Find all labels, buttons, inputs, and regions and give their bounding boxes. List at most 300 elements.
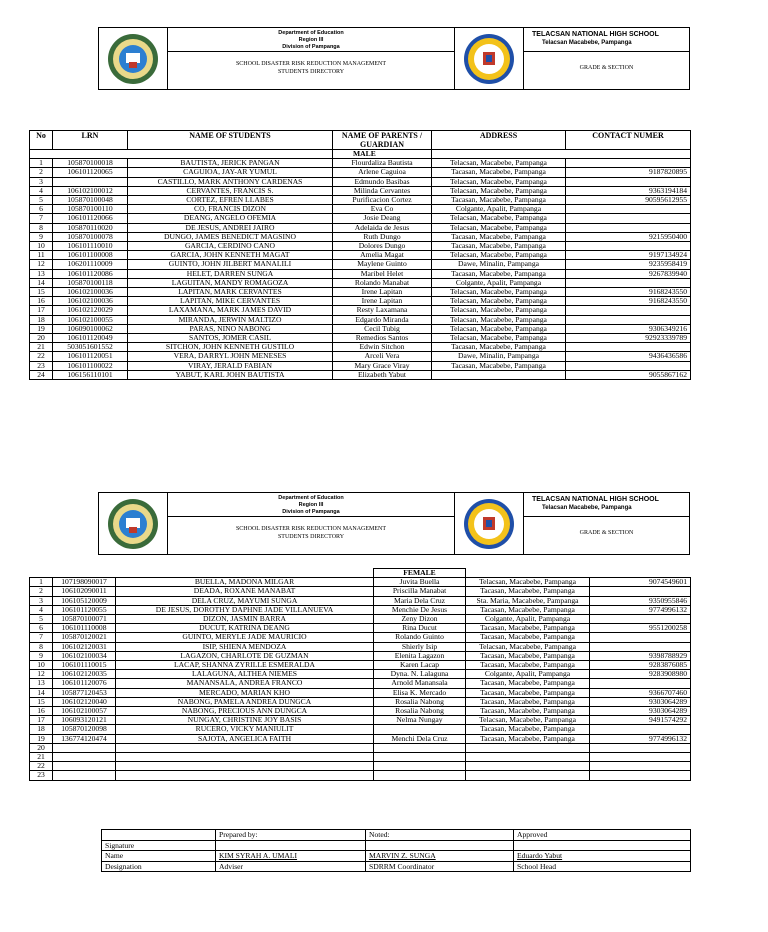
cell-parent: Rolando Manabat — [333, 278, 432, 287]
cell-contact — [590, 615, 691, 624]
school-logo-icon — [455, 493, 523, 554]
cell-address: Colgante, Apalit, Pampanga — [466, 615, 590, 624]
cell-student-name: GARCIA, JOHN KENNETH MAGAT — [128, 251, 333, 260]
female-student-row — [30, 651, 691, 660]
cell-address: Telacsan, Macabebe, Pampanga — [466, 716, 590, 725]
cell-no: 10 — [30, 242, 53, 251]
cell-contact — [566, 159, 691, 168]
cell-lrn: 106102100036 — [53, 288, 128, 297]
cell-student-name: PARAS, NINO NABONG — [128, 324, 333, 333]
cell-lrn: 106102120029 — [53, 306, 128, 315]
female-student-row — [30, 743, 691, 752]
cell-student-name: LALAGUNA, ALTHEA NIEMES — [116, 670, 374, 679]
cell-address: Tacasan, Macabebe, Pampanga — [466, 688, 590, 697]
cell-contact: 9774996132 — [590, 734, 691, 743]
cell-address: Tacasan, Macabebe, Pampanga — [466, 725, 590, 734]
cell-parent: Eva Co — [333, 205, 432, 214]
cell-address: Telacsan, Macabebe, Pampanga — [432, 334, 566, 343]
cell-address: Telacsan, Macabebe, Pampanga — [432, 159, 566, 168]
cell-address: Telacsan, Macabebe, Pampanga — [432, 214, 566, 223]
cell-no: 1 — [30, 578, 53, 587]
female-student-row — [30, 697, 691, 706]
cell-student-name — [116, 762, 374, 771]
cell-contact — [566, 223, 691, 232]
cell-student-name: LAXAMANA, MARK JAMES DAVID — [128, 306, 333, 315]
cell-student-name — [116, 771, 374, 780]
cell-no: 2 — [30, 168, 53, 177]
school-logo — [455, 28, 524, 89]
male-table — [29, 130, 691, 380]
sig-row-heading — [102, 830, 691, 841]
cell-no: 13 — [30, 269, 53, 278]
cell-student-name: NUNGAY, CHRISTINE JOY BASIS — [116, 716, 374, 725]
dept-line1: Department of Education — [278, 495, 344, 501]
cell-contact: 9283876085 — [590, 661, 691, 670]
cell-no: 20 — [30, 743, 53, 752]
cell-lrn — [53, 762, 116, 771]
cell-contact: 9197134924 — [566, 251, 691, 260]
cell-no: 12 — [30, 670, 53, 679]
cell-lrn: 106101110015 — [53, 661, 116, 670]
school-name: TELACSAN NATIONAL HIGH SCHOOL — [532, 31, 659, 38]
cell-parent: Menchi Dela Cruz — [374, 734, 466, 743]
cell-contact: 9283908980 — [590, 670, 691, 679]
cell-address: Telacsan, Macabebe, Pampanga — [432, 288, 566, 297]
cell-address: Telacsan, Macabebe, Pampanga — [432, 223, 566, 232]
male-student-row — [30, 288, 691, 297]
cell-student-name: DE JESUS, DOROTHY DAPHNE JADE VILLANUEVA — [116, 605, 374, 614]
cell-lrn: 106101110010 — [53, 242, 128, 251]
female-student-row — [30, 615, 691, 624]
cell-student-name: CAGUIOA, JAY-AR YUMUL — [128, 168, 333, 177]
cell-student-name: DELA CRUZ, MAYUMI SUNGA — [116, 596, 374, 605]
cell-lrn: 106102100012 — [53, 186, 128, 195]
male-label-row — [30, 150, 691, 159]
cell-no: 19 — [30, 734, 53, 743]
cell-student-name: CO, FRANCIS DIZON — [128, 205, 333, 214]
cell-student-name: LAGUITAN, MANDY ROMAGOZA — [128, 278, 333, 287]
cell-lrn: 105870100018 — [53, 159, 128, 168]
cell-no: 22 — [30, 352, 53, 361]
cell-student-name: DUCUT, KATRINA DEANG — [116, 624, 374, 633]
cell-lrn: 106102100034 — [53, 651, 116, 660]
female-table — [29, 568, 691, 781]
col-contact: CONTACT NUMER — [566, 131, 691, 150]
cell-contact — [590, 679, 691, 688]
cell-address: Telacsan, Macabebe, Pampanga — [432, 177, 566, 186]
female-student-row — [30, 688, 691, 697]
cell-parent: Elenita Lagazon — [374, 651, 466, 660]
female-student-row — [30, 716, 691, 725]
cell-contact — [590, 753, 691, 762]
male-student-row — [30, 232, 691, 241]
male-student-row — [30, 223, 691, 232]
header-middle — [168, 28, 455, 89]
cell-lrn: 106101110008 — [53, 624, 116, 633]
grade-section: GRADE & SECTION — [579, 65, 634, 71]
cell-student-name: LAPITAN, MARK CERVANTES — [128, 288, 333, 297]
noted-label: Noted: — [366, 830, 514, 841]
cell-lrn: 106093120121 — [53, 716, 116, 725]
cell-parent: Rosalia Nabong — [374, 707, 466, 716]
male-student-row — [30, 177, 691, 186]
cell-no: 24 — [30, 370, 53, 379]
male-student-row — [30, 315, 691, 324]
cell-parent: Edwin Sitchon — [333, 343, 432, 352]
cell-contact: 9551200258 — [590, 624, 691, 633]
approved-label: Approved — [514, 830, 691, 841]
cell-address: Tacasan, Macabebe, Pampanga — [432, 168, 566, 177]
approved-name: Eduardo Yabut — [514, 851, 691, 862]
school-name: TELACSAN NATIONAL HIGH SCHOOL — [532, 496, 659, 503]
cell-contact — [566, 343, 691, 352]
cell-student-name: MERCADO, MARIAN KHO — [116, 688, 374, 697]
deped-seal — [99, 28, 168, 89]
cell-address: Tacasan, Macabebe, Pampanga — [466, 651, 590, 660]
dept-line3: Division of Pampanga — [282, 509, 340, 515]
male-student-row — [30, 352, 691, 361]
cell-no: 11 — [30, 251, 53, 260]
male-header-row — [30, 131, 691, 150]
cell-no: 16 — [30, 707, 53, 716]
cell-contact: 9187820895 — [566, 168, 691, 177]
noted-name: MARVIN Z. SUNGA — [366, 851, 514, 862]
name-label: Name — [102, 851, 216, 862]
sig-row-name — [102, 851, 691, 862]
approved-designation: School Head — [514, 861, 691, 872]
cell-lrn: 106090100062 — [53, 324, 128, 333]
cell-parent: Edgardo Miranda — [333, 315, 432, 324]
header-bottom — [98, 492, 690, 555]
cell-lrn — [53, 177, 128, 186]
cell-student-name: GUINTO, MERYLE JADE MAURICIO — [116, 633, 374, 642]
cell-address: Tacasan, Macabebe, Pampanga — [466, 633, 590, 642]
cell-parent: Menchie De Jesus — [374, 605, 466, 614]
cell-parent: Dyna. N. Lalaguna — [374, 670, 466, 679]
sig-row-signature — [102, 840, 691, 851]
cell-no: 7 — [30, 633, 53, 642]
male-student-row — [30, 334, 691, 343]
cell-lrn — [53, 771, 116, 780]
cell-contact: 9168243550 — [566, 288, 691, 297]
sig-row-designation — [102, 861, 691, 872]
cell-student-name: HELET, DARREN SUNGA — [128, 269, 333, 278]
cell-contact — [590, 725, 691, 734]
cell-parent: Irene Lapitan — [333, 288, 432, 297]
cell-lrn: 106102100055 — [53, 315, 128, 324]
cell-address: Colgante, Apalit, Pampanga — [432, 205, 566, 214]
cell-lrn — [53, 753, 116, 762]
female-student-row — [30, 679, 691, 688]
cell-student-name: GUINTO, JOHN JILBERT MANALILI — [128, 260, 333, 269]
cell-address: Tacasan, Macabebe, Pampanga — [466, 605, 590, 614]
cell-parent: Milinda Cervantes — [333, 186, 432, 195]
cell-lrn: 105870110020 — [53, 223, 128, 232]
cell-parent: Adelaida de Jesus — [333, 223, 432, 232]
cell-lrn: 106101120086 — [53, 269, 128, 278]
female-student-row — [30, 725, 691, 734]
cell-lrn: 106101120066 — [53, 214, 128, 223]
cell-no: 14 — [30, 688, 53, 697]
cell-student-name: VERA, DARRYL JOHN MENESES — [128, 352, 333, 361]
cell-contact — [566, 205, 691, 214]
cell-contact — [590, 642, 691, 651]
col-parent: NAME OF PARENTS / GUARDIAN — [333, 131, 432, 150]
male-student-row — [30, 361, 691, 370]
cell-lrn: 136774120474 — [53, 734, 116, 743]
cell-contact: 92923339789 — [566, 334, 691, 343]
cell-address: Tacasan, Macabebe, Pampanga — [432, 242, 566, 251]
male-student-row — [30, 186, 691, 195]
cell-address: Tacasan, Macabebe, Pampanga — [432, 343, 566, 352]
cell-parent: Elizabeth Yabut — [333, 370, 432, 379]
cell-lrn: 106101100008 — [53, 251, 128, 260]
cell-student-name: CERVANTES, FRANCIS S. — [128, 186, 333, 195]
cell-address: Telacsan, Macabebe, Pampanga — [466, 578, 590, 587]
cell-address: Tacasan, Macabebe, Pampanga — [432, 269, 566, 278]
cell-no: 15 — [30, 288, 53, 297]
cell-address: Tacasan, Macabebe, Pampanga — [466, 587, 590, 596]
cell-parent: Josie Deang — [333, 214, 432, 223]
cell-lrn: 105870100078 — [53, 232, 128, 241]
cell-parent: Mary Grace Viray — [333, 361, 432, 370]
cell-no: 17 — [30, 306, 53, 315]
cell-lrn: 106105120009 — [53, 596, 116, 605]
cell-student-name: NABONG, PAMELA ANDREA DUNGCA — [116, 697, 374, 706]
cell-address: Telacsan, Macabebe, Pampanga — [432, 306, 566, 315]
cell-contact — [590, 587, 691, 596]
cell-student-name: DE JESUS, ANDREI JAIRO — [128, 223, 333, 232]
cell-address — [466, 771, 590, 780]
cell-no: 5 — [30, 615, 53, 624]
col-no: No — [30, 131, 53, 150]
cell-no: 8 — [30, 642, 53, 651]
cell-student-name — [116, 743, 374, 752]
cell-lrn: 106101120076 — [53, 679, 116, 688]
cell-parent: Resty Laxamana — [333, 306, 432, 315]
cell-parent: Maribel Helet — [333, 269, 432, 278]
cell-parent — [374, 771, 466, 780]
cell-contact — [566, 177, 691, 186]
cell-parent — [374, 743, 466, 752]
cell-contact — [566, 306, 691, 315]
cell-no: 21 — [30, 343, 53, 352]
male-student-row — [30, 196, 691, 205]
cell-contact: 9235958419 — [566, 260, 691, 269]
cell-student-name: VIRAY, JERALD FABIAN — [128, 361, 333, 370]
prepared-by-label: Prepared by: — [216, 830, 366, 841]
cell-student-name: MANANSALA, ANDREA FRANCO — [116, 679, 374, 688]
cell-parent: Edmundo Basibas — [333, 177, 432, 186]
female-student-row — [30, 587, 691, 596]
cell-student-name: YABUT, KARL JOHN BAUTISTA — [128, 370, 333, 379]
cell-parent: Elisa K. Mercado — [374, 688, 466, 697]
cell-no: 14 — [30, 278, 53, 287]
cell-no: 4 — [30, 186, 53, 195]
female-student-row — [30, 578, 691, 587]
cell-parent: Arlene Caguioa — [333, 168, 432, 177]
male-student-row — [30, 251, 691, 260]
cell-no: 21 — [30, 753, 53, 762]
cell-lrn: 106101100022 — [53, 361, 128, 370]
cell-address: Telacsan, Macabebe, Pampanga — [432, 251, 566, 260]
cell-parent: Flourdaliza Bautista — [333, 159, 432, 168]
cell-address — [432, 370, 566, 379]
cell-student-name: CORTEZ, EFREN LLABES — [128, 196, 333, 205]
cell-contact — [566, 361, 691, 370]
cell-parent: Amelia Magat — [333, 251, 432, 260]
cell-contact: 9350955846 — [590, 596, 691, 605]
dept-line2: Region III — [298, 37, 324, 43]
male-student-row — [30, 306, 691, 315]
male-label: MALE — [333, 150, 432, 159]
cell-address: Telacsan, Macabebe, Pampanga — [466, 642, 590, 651]
cell-contact: 9398788929 — [590, 651, 691, 660]
male-student-row — [30, 278, 691, 287]
prepared-name: KIM SYRAH A. UMALI — [216, 851, 366, 862]
dept-line3: Division of Pampanga — [282, 44, 340, 50]
cell-contact — [590, 633, 691, 642]
cell-contact: 9215950400 — [566, 232, 691, 241]
cell-parent: Shierly Isip — [374, 642, 466, 651]
deped-seal-2 — [99, 493, 168, 554]
cell-parent: Nelma Nungay — [374, 716, 466, 725]
cell-contact: 9055867162 — [566, 370, 691, 379]
female-student-row — [30, 670, 691, 679]
cell-contact: 9366707460 — [590, 688, 691, 697]
noted-designation: SDRRM Coordinator — [366, 861, 514, 872]
cell-address: Tacasan, Macabebe, Pampanga — [466, 707, 590, 716]
cell-contact: 9774996132 — [590, 605, 691, 614]
cell-lrn: 105870120098 — [53, 725, 116, 734]
cell-parent: Maria Dela Cruz — [374, 596, 466, 605]
title-line2: STUDENTS DIRECTORY — [277, 69, 345, 75]
female-student-row — [30, 596, 691, 605]
header-right-2 — [524, 493, 689, 554]
title-line2: STUDENTS DIRECTORY — [277, 534, 345, 540]
male-student-row — [30, 242, 691, 251]
male-student-row — [30, 297, 691, 306]
cell-lrn: 106201110009 — [53, 260, 128, 269]
cell-parent: Ruth Dungo — [333, 232, 432, 241]
male-student-row — [30, 269, 691, 278]
female-student-row — [30, 771, 691, 780]
cell-no: 7 — [30, 214, 53, 223]
cell-lrn: 106101120065 — [53, 168, 128, 177]
cell-contact: 9074549601 — [590, 578, 691, 587]
cell-contact — [566, 242, 691, 251]
cell-lrn: 105877120453 — [53, 688, 116, 697]
cell-lrn: 106102120035 — [53, 670, 116, 679]
cell-parent: Arnold Manansala — [374, 679, 466, 688]
cell-student-name: DEADA, ROXANE MANABAT — [116, 587, 374, 596]
signature-label: Signature — [102, 840, 216, 851]
cell-address: Sta. Maria, Macabebe, Pampanga — [466, 596, 590, 605]
cell-contact: 9491574292 — [590, 716, 691, 725]
female-label: FEMALE — [374, 569, 466, 578]
cell-no: 5 — [30, 196, 53, 205]
grade-section: GRADE & SECTION — [579, 530, 634, 536]
cell-lrn: 105870100048 — [53, 196, 128, 205]
cell-parent: Maylene Guinto — [333, 260, 432, 269]
cell-no: 9 — [30, 651, 53, 660]
cell-contact — [566, 214, 691, 223]
cell-parent: Priscilla Manabat — [374, 587, 466, 596]
cell-parent — [374, 725, 466, 734]
cell-no: 9 — [30, 232, 53, 241]
title-line1: SCHOOL DISASTER RISK REDUCTION MANAGEMENT — [235, 61, 387, 67]
cell-no: 8 — [30, 223, 53, 232]
cell-no: 20 — [30, 334, 53, 343]
cell-parent: Purificacion Cortez — [333, 196, 432, 205]
header-right — [524, 28, 689, 89]
cell-lrn: 106102120040 — [53, 697, 116, 706]
cell-lrn: 106102100036 — [53, 297, 128, 306]
prepared-designation: Adviser — [216, 861, 366, 872]
cell-no: 19 — [30, 324, 53, 333]
cell-no: 4 — [30, 605, 53, 614]
cell-address: Tacasan, Macabebe, Pampanga — [466, 624, 590, 633]
female-student-row — [30, 642, 691, 651]
signature-table — [101, 829, 691, 872]
cell-no: 12 — [30, 260, 53, 269]
cell-address: Tacasan, Macabebe, Pampanga — [432, 232, 566, 241]
cell-contact: 9303064289 — [590, 707, 691, 716]
cell-address: Tacasan, Macabebe, Pampanga — [466, 679, 590, 688]
cell-address: Colgante, Apalit, Pampanga — [466, 670, 590, 679]
col-name: NAME OF STUDENTS — [128, 131, 333, 150]
header-middle-2 — [168, 493, 455, 554]
cell-address: Dawe, Minalin, Pampanga — [432, 352, 566, 361]
cell-student-name: MIRANDA, JERWIN MALTIZO — [128, 315, 333, 324]
cell-parent — [374, 753, 466, 762]
female-student-row — [30, 661, 691, 670]
cell-no: 1 — [30, 159, 53, 168]
cell-student-name: LAGAZON, CHARLOTE DE GUZMAN — [116, 651, 374, 660]
cell-contact: 9436436586 — [566, 352, 691, 361]
cell-contact — [590, 771, 691, 780]
cell-address — [466, 743, 590, 752]
cell-parent: Rolando Guinto — [374, 633, 466, 642]
cell-parent: Arceli Vera — [333, 352, 432, 361]
cell-contact: 9267839940 — [566, 269, 691, 278]
cell-no: 18 — [30, 725, 53, 734]
cell-student-name: CASTILLO, MARK ANTHONY CARDENAS — [128, 177, 333, 186]
cell-address: Telacsan, Macabebe, Pampanga — [432, 186, 566, 195]
cell-address: Tacasan, Macabebe, Pampanga — [466, 734, 590, 743]
cell-no: 22 — [30, 762, 53, 771]
cell-no: 3 — [30, 177, 53, 186]
cell-address — [466, 762, 590, 771]
cell-parent: Dolores Dungo — [333, 242, 432, 251]
female-label-row — [30, 569, 691, 578]
male-student-row — [30, 343, 691, 352]
school-location: Telacsan Macabebe, Pampanga — [542, 505, 632, 511]
cell-student-name: LACAP, SHANNA ZYRILLE ESMERALDA — [116, 661, 374, 670]
cell-student-name: NABONG, PRECIOUS ANN DUNGCA — [116, 707, 374, 716]
female-student-row — [30, 633, 691, 642]
cell-address: Colgante, Apalit, Pampanga — [432, 278, 566, 287]
cell-lrn — [53, 743, 116, 752]
cell-student-name: SAJOTA, ANGELICA FAITH — [116, 734, 374, 743]
cell-student-name: SANTOS, JOMER CASIL — [128, 334, 333, 343]
cell-no: 15 — [30, 697, 53, 706]
cell-contact: 9363194184 — [566, 186, 691, 195]
female-student-row — [30, 734, 691, 743]
cell-lrn: 105870100071 — [53, 615, 116, 624]
cell-no: 10 — [30, 661, 53, 670]
cell-contact: 9168243550 — [566, 297, 691, 306]
